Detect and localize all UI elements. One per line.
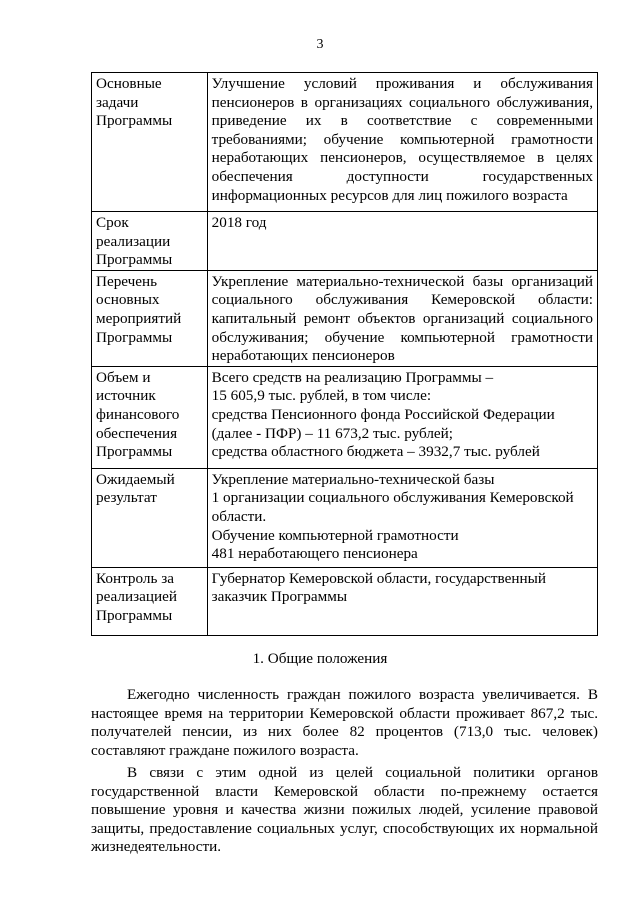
row-label-result: Ожидаемый результат [92,468,208,567]
row-label-period: Срок реализации Программы [92,212,208,271]
funding-line: средства областного бюджета – 3932,7 тыс. рублей [211,443,540,461]
result-line: 1 организации социального обслуживания Кемеровской области. [211,489,574,525]
section-heading: 1. Общие положения [252,650,388,667]
table-row [92,567,598,635]
funding-line: (далее - ПФР) – 11 673,2 тыс. рублей; [211,424,454,442]
row-value-control: Губернатор Кемеровской области, государственный заказчик Программы [207,567,597,635]
row-label-objectives: Основные задачи Программы [92,73,208,212]
row-value-objectives: Улучшение условий проживания и обслуживания пенсионеров в организациях социального обслуживания, приведение их в соответствие с современными требованиями; обучение компьютерной грамотности неработающих пенсионеров, осуществляемое в целях обеспечения доступности государственных информационных ресурсов для лиц пожилого возраста [207,73,597,212]
table-row [92,270,598,366]
row-value-period: 2018 год [207,212,597,271]
row-label-activities: Перечень основных мероприятий Программы [92,270,208,366]
result-line: 481 неработающего пенсионера [211,545,418,563]
page-number: 3 [316,37,324,52]
row-value-result [207,468,597,567]
paragraph: Ежегодно численность граждан пожилого возраста увеличивается. В настоящее время на территории Кемеровской области проживает 867,2 тыс. получателей пенсии, из них более 82 процентов (713,0 тыс. человек) составляют граждане пожилого возраста. [91,686,598,759]
funding-line: Всего средств на реализацию Программы – [211,368,494,386]
result-line: Укрепление материально-технической базы [211,470,495,488]
table-row [92,468,598,567]
funding-line: 15 605,9 тыс. рублей, в том числе: [211,387,432,405]
table-row [92,212,598,271]
row-label-control: Контроль за реализацией Программы [92,567,208,635]
table-row [92,366,598,468]
paragraph: В связи с этим одной из целей социальной политики органов государственной власти Кемеровской области по-прежнему остается повышение уровня и качества жизни пожилых людей, усиление правовой защиты, предоставление социальных услуг, способствующих их нормальной жизнедеятельности. [91,764,598,856]
row-label-funding: Объем и источник финансового обеспечения Программы [92,366,208,468]
row-value-activities: Укрепление материально-технической базы организаций социального обслуживания Кемеровской области: капитальный ремонт объектов организаций социального обслуживания; обучение компьютерной грамотности неработающих пенсионеров [207,270,597,366]
funding-line: средства Пенсионного фонда Российской Федерации [211,405,555,423]
result-line: Обучение компьютерной грамотности [211,526,459,544]
table-row [92,73,598,212]
program-passport-table [91,72,598,636]
row-value-funding [207,366,597,468]
